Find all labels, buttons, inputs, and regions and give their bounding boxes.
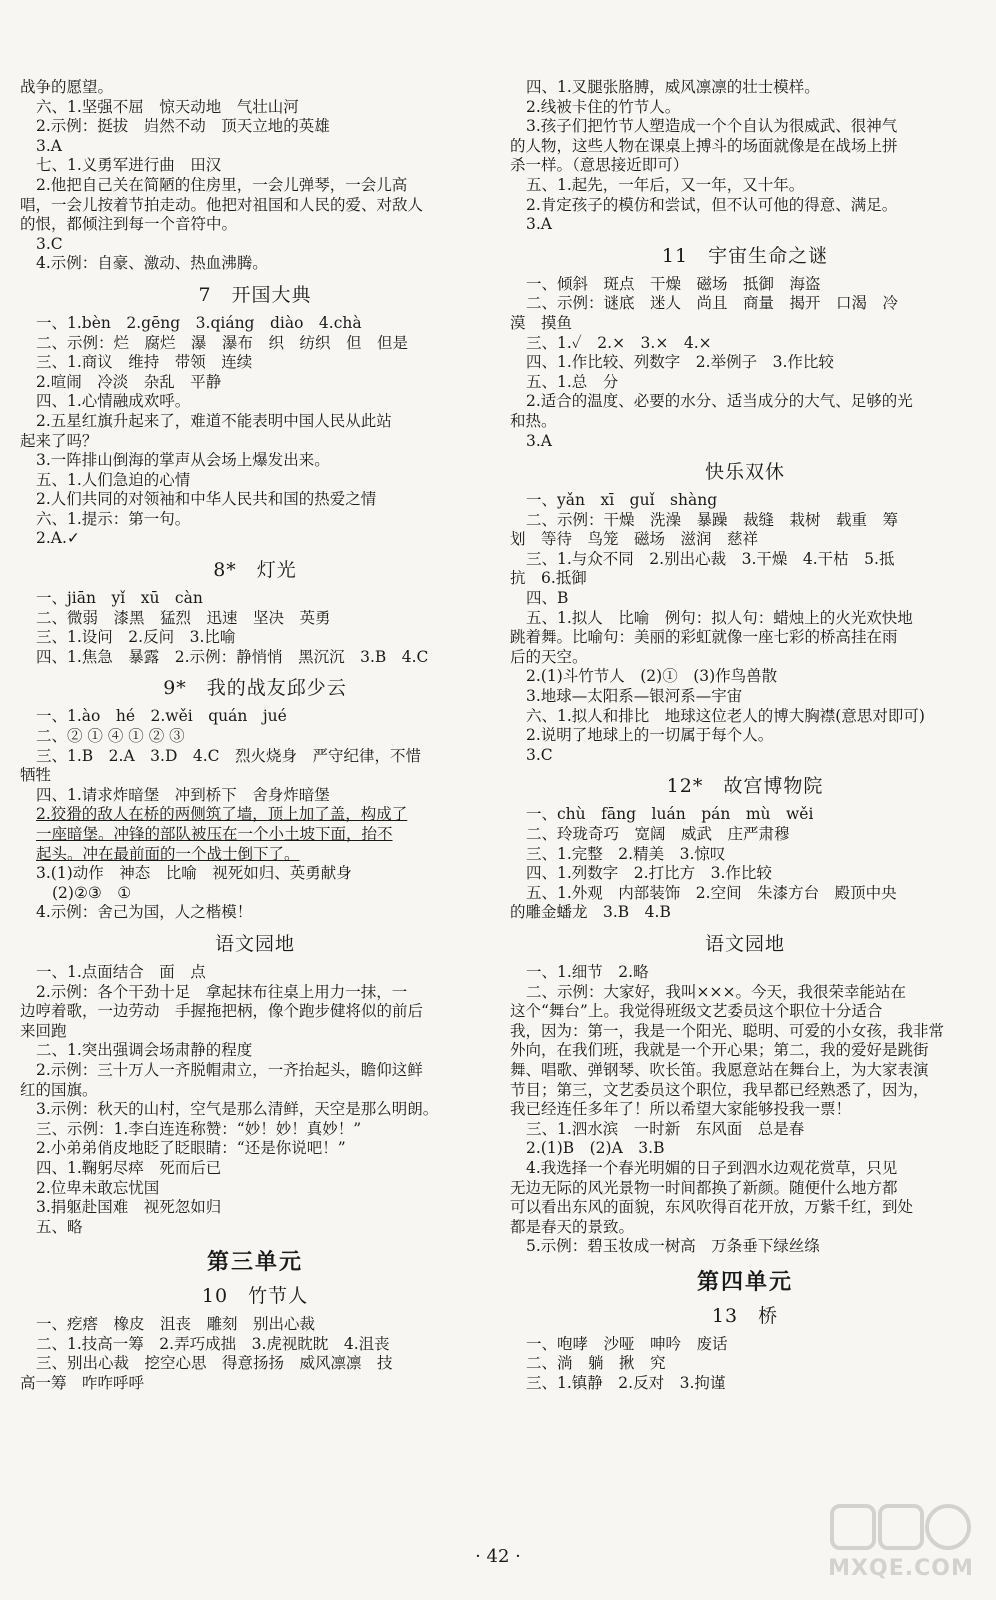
answer-line: 一、jiān yǐ xū càn [36, 589, 203, 608]
answer-line: 一、yǎn xī guǐ shàng [526, 491, 718, 510]
answer-line: 五、1.起先，一年后，又一年，又十年。 [526, 175, 805, 194]
answer-line: 三、1.完整 2.精美 3.惊叹 [526, 844, 726, 863]
answer-line: 2.说明了地球上的一切属于每个人。 [526, 726, 774, 745]
answer-line: 四、1.叉腿张胳膊，威风凛凛的壮士模样。 [526, 78, 820, 96]
answer-line: 三、1.与众不同 2.别出心裁 3.干燥 4.干枯 5.抵 [526, 549, 895, 568]
answer-line: 后的天空。 [510, 647, 588, 666]
answer-line: 唱，一会儿按着节拍走动。他把对祖国和人民的爱、对敌人 [20, 195, 424, 214]
answer-line: 5.示例：碧玉妆成一树高 万条垂下绿丝绦 [526, 1237, 820, 1256]
answer-line: 我，因为：第一，我是一个阳光、聪明、可爱的小女孩，我非常 [510, 1021, 945, 1040]
section-heading: 快乐双休 [704, 461, 785, 484]
answer-line: 2.位卑未敢忘忧国 [36, 1178, 160, 1197]
answer-line: 三、1.商议 维持 带领 连续 [36, 353, 253, 372]
answer-line: 三、1.B 2.A 3.D 4.C 烈火烧身 严守纪律，不惜 [36, 746, 422, 765]
answer-line: 3.孩子们把竹节人塑造成一个个自认为很威武、很神气 [526, 117, 898, 136]
answer-line: 起头。冲在最前面的一个战士倒下了。 [36, 844, 300, 863]
section-heading: 8* 灯光 [213, 559, 297, 582]
answer-line: 一、1.bèn 2.gēng 3.qiáng diào 4.chà [36, 313, 362, 332]
answer-line: 3.A [526, 215, 552, 234]
answer-line: 二、② ① ④ ① ② ③ [36, 727, 185, 746]
answer-line: 可以看出东风的面貌，东风吹得百花开放，万紫千红，到处 [510, 1198, 914, 1217]
answer-line: 一、1.点面结合 面 点 [36, 962, 206, 981]
answer-line: 二、微弱 漆黑 猛烈 迅速 坚决 英勇 [36, 608, 331, 627]
answer-line: 3.捐躯赴国难 视死忽如归 [36, 1198, 222, 1217]
answer-line: 四、1.心情融成欢呼。 [36, 392, 191, 411]
answer-line: 四、1.列数字 2.打比方 3.作比较 [526, 864, 772, 883]
answer-line: 3.C [526, 745, 553, 764]
watermark-logo [826, 1500, 976, 1590]
answer-line: 抗 6.抵御 [510, 569, 587, 588]
section-heading: 12* 故宫博物院 [666, 775, 824, 798]
answer-line: 红的国旗。 [20, 1080, 98, 1099]
watermark-text: MXQE.COM [828, 1556, 974, 1581]
answer-line: 3.(1)动作 神态 比喻 视死如归、英勇献身 [36, 864, 352, 883]
answer-line: 二、玲珑奇巧 宽阔 威武 庄严肃穆 [526, 825, 790, 843]
answer-line: 2.线被卡住的竹节人。 [526, 97, 681, 116]
answer-line: 高一筹 咋咋呼呼 [20, 1374, 145, 1393]
answer-line: 2.肯定孩子的模仿和尝试，但不认可他的得意、满足。 [526, 195, 898, 214]
answer-line: 六、1.拟人和排比 地球这位老人的博大胸襟(意思对即可) [526, 706, 925, 725]
section-heading: 13 桥 [711, 1304, 779, 1327]
answer-line: 来回跑 [20, 1021, 67, 1040]
answer-line: 三、示例：1.李白连连称赞：“妙！妙！真妙！” [36, 1119, 362, 1138]
answer-line: 这个“舞台”上。我觉得班级文艺委员这个职位十分适合 [510, 1002, 883, 1021]
answer-line: 节目；第三，文艺委员这个职位，我早都已经熟悉了，因为， [510, 1080, 929, 1099]
answer-line: 4.示例：自豪、激动、热血沸腾。 [36, 254, 268, 273]
section-heading: 语文园地 [214, 932, 295, 955]
answer-line: 的人物，这些人物在课桌上搏斗的场面就像是在战场上拼 [510, 136, 898, 155]
answer-line: 2.人们共同的对领袖和中华人民共和国的热爱之情 [36, 490, 377, 509]
answer-line: 战争的愿望。 [20, 78, 114, 96]
answer-line: 3.一阵排山倒海的掌声从会场上爆发出来。 [36, 451, 330, 470]
answer-line: 跳着舞。比喻句：美丽的彩虹就像一座七彩的桥高挂在雨 [510, 628, 898, 647]
answer-line: 六、1.提示：第一句。 [36, 509, 191, 528]
answer-line: 2.小弟弟俏皮地眨了眨眼睛：“还是你说吧！” [36, 1139, 346, 1158]
answer-line: 无边无际的风光景物一时间都换了新颜。随便什么地方都 [510, 1178, 898, 1197]
answer-line: 三、别出心裁 挖空心思 得意扬扬 威风凛凛 技 [36, 1354, 393, 1373]
answer-line: 2.适合的温度、必要的水分、适当成分的大气、足够的光 [526, 392, 913, 411]
answer-line: 划 等待 鸟笼 磁场 滋润 慈祥 [510, 530, 759, 549]
answer-line: 一、chù fāng luán pán mù wěi [526, 805, 814, 824]
page-number: · 42 · [475, 1546, 521, 1567]
answer-line: 三、1.泗水滨 一时新 东风面 总是春 [526, 1119, 805, 1138]
answer-line: 外向，在我们班，我就是一个开心果；第二，我的爱好是跳街 [510, 1041, 929, 1060]
answer-line: 3.地球—太阳系—银河系—宇宙 [526, 687, 743, 706]
answer-line: 漠 摸鱼 [510, 313, 573, 332]
answer-line: 2.狡猾的敌人在桥的两侧筑了墙，顶上加了盖，构成了 [36, 805, 408, 824]
answer-line: 四、B [526, 589, 569, 608]
answer-line: 杀一样。（意思接近即可） [510, 156, 689, 175]
answer-line: 的恨，都倾注到每一个音符中。 [20, 215, 238, 234]
answer-line: (2)②③ ① [52, 883, 132, 902]
answer-line: 3.A [526, 431, 552, 450]
answer-line: 二、示例：干燥 洗澡 暴躁 裁缝 栽树 载重 筹 [526, 510, 899, 529]
answer-line: 三、1.镇静 2.反对 3.拘谨 [526, 1374, 726, 1393]
answer-line: 四、1.请求炸暗堡 冲到桥下 舍身炸暗堡 [36, 785, 330, 804]
answer-line: 二、1.技高一筹 2.弄巧成拙 3.虎视眈眈 4.沮丧 [36, 1334, 390, 1353]
answer-line: 2.(1)B (2)A 3.B [526, 1139, 665, 1158]
section-heading: 7 开国大典 [198, 283, 312, 306]
answer-line: 一、咆哮 沙哑 呻吟 废话 [526, 1334, 728, 1353]
unit-heading: 第四单元 [696, 1268, 793, 1295]
answer-line: 六、1.坚强不屈 惊天动地 气壮山河 [36, 97, 299, 116]
answer-line: 一、1.细节 2.略 [526, 962, 649, 981]
right-column [510, 78, 980, 1394]
answer-line: 二、示例：烂 腐烂 瀑 瀑布 织 纺织 但 但是 [36, 333, 409, 352]
answer-line: 一、疙瘩 橡皮 沮丧 雕刻 别出心裁 [36, 1315, 316, 1334]
answer-line: 五、1.人们急迫的心情 [36, 470, 191, 489]
answer-line: 五、1.总 分 [526, 372, 619, 391]
section-heading: 11 宇宙生命之谜 [661, 244, 829, 267]
answer-line: 3.C [36, 234, 63, 253]
answer-line: 一、1.ào hé 2.wěi quán jué [36, 707, 287, 726]
answer-line: 二、1.突出强调会场肃静的程度 [36, 1041, 253, 1060]
answer-line: 边哼着歌，一边劳动 手握拖把柄，像个跑步健将似的前后 [20, 1002, 424, 1021]
section-heading: 9* 我的战友邱少云 [163, 677, 347, 700]
answer-line: 2.(1)斗竹节人 (2)① (3)作鸟兽散 [526, 667, 778, 686]
left-column [20, 78, 490, 1394]
answer-line: 都是春天的景致。 [510, 1217, 635, 1236]
answer-line: 五、1.拟人 比喻 例句：拟人句：蜡烛上的火光欢快地 [526, 608, 913, 627]
answer-line: 2.他把自己关在简陋的住房里，一会儿弹琴，一会儿高 [36, 175, 408, 194]
answer-line: 2.示例：挺拔 岿然不动 顶天立地的英雄 [36, 117, 330, 136]
answer-line: 二、示例：大家好，我叫×××。今天，我很荣幸能站在 [526, 982, 906, 1001]
answer-stamp-icon [826, 1500, 976, 1560]
answer-line: 2.A.✓ [36, 529, 80, 548]
answer-line: 五、略 [36, 1217, 83, 1236]
answer-line: 四、1.焦急 暴露 2.示例：静悄悄 黑沉沉 3.B 4.C [36, 647, 429, 666]
answer-line: 牺牲 [20, 766, 52, 785]
answer-line: 4.我选择一个春光明媚的日子到泗水边观花赏草，只见 [526, 1158, 898, 1177]
answer-line: 三、1.✓ 2.× 3.× 4.× [526, 333, 712, 352]
answer-line: 四、1.作比较、列数字 2.举例子 3.作比较 [526, 353, 834, 372]
answer-line: 2.示例：三十万人一齐脱帽肃立，一齐抬起头，瞻仰这鲜 [36, 1060, 423, 1079]
answer-line: 四、1.鞠躬尽瘁 死而后已 [36, 1158, 222, 1177]
answer-line: 舞、唱歌、弹钢琴、吹长笛。我愿意站在舞台上，为大家表演 [510, 1060, 929, 1079]
answer-line: 二、示例：谜底 迷人 尚且 商量 揭开 口渴 冷 [526, 294, 899, 313]
answer-line: 七、1.义勇军进行曲 田汉 [36, 156, 222, 175]
answer-line: 三、1.设问 2.反问 3.比喻 [36, 628, 236, 647]
section-heading: 语文园地 [704, 932, 785, 955]
answer-line: 3.A [36, 136, 62, 155]
answer-line: 2.五星红旗升起来了，难道不能表明中国人民从此站 [36, 411, 392, 430]
answer-line: 2.喧闹 冷淡 杂乱 平静 [36, 372, 222, 391]
answer-line: 二、淌 躺 揪 究 [526, 1354, 666, 1373]
answer-line: 2.示例：各个干劲十足 拿起抹布往桌上用力一抹，一 [36, 982, 408, 1001]
answer-line: 起来了吗？ [20, 431, 98, 450]
answer-line: 一座暗堡。冲锋的部队被压在一个小土坡下面，抬不 [36, 825, 393, 843]
answer-line: 我已经连任多年了！所以希望大家能够投我一票！ [510, 1100, 852, 1119]
answer-line: 一、倾斜 斑点 干燥 磁场 抵御 海盗 [526, 274, 821, 293]
section-heading: 10 竹节人 [201, 1285, 309, 1308]
answer-line: 和热。 [510, 411, 557, 430]
answer-line: 五、1.外观 内部装饰 2.空间 朱漆方台 殿顶中央 [526, 883, 897, 902]
unit-heading: 第三单元 [206, 1249, 303, 1276]
answer-line: 3.示例：秋天的山村，空气是那么清鲜，天空是那么明朗。 [36, 1100, 439, 1119]
answer-line: 的雕金蟠龙 3.B 4.B [510, 903, 671, 922]
answer-line: 4.示例：舍己为国，人之楷模！ [36, 903, 253, 922]
